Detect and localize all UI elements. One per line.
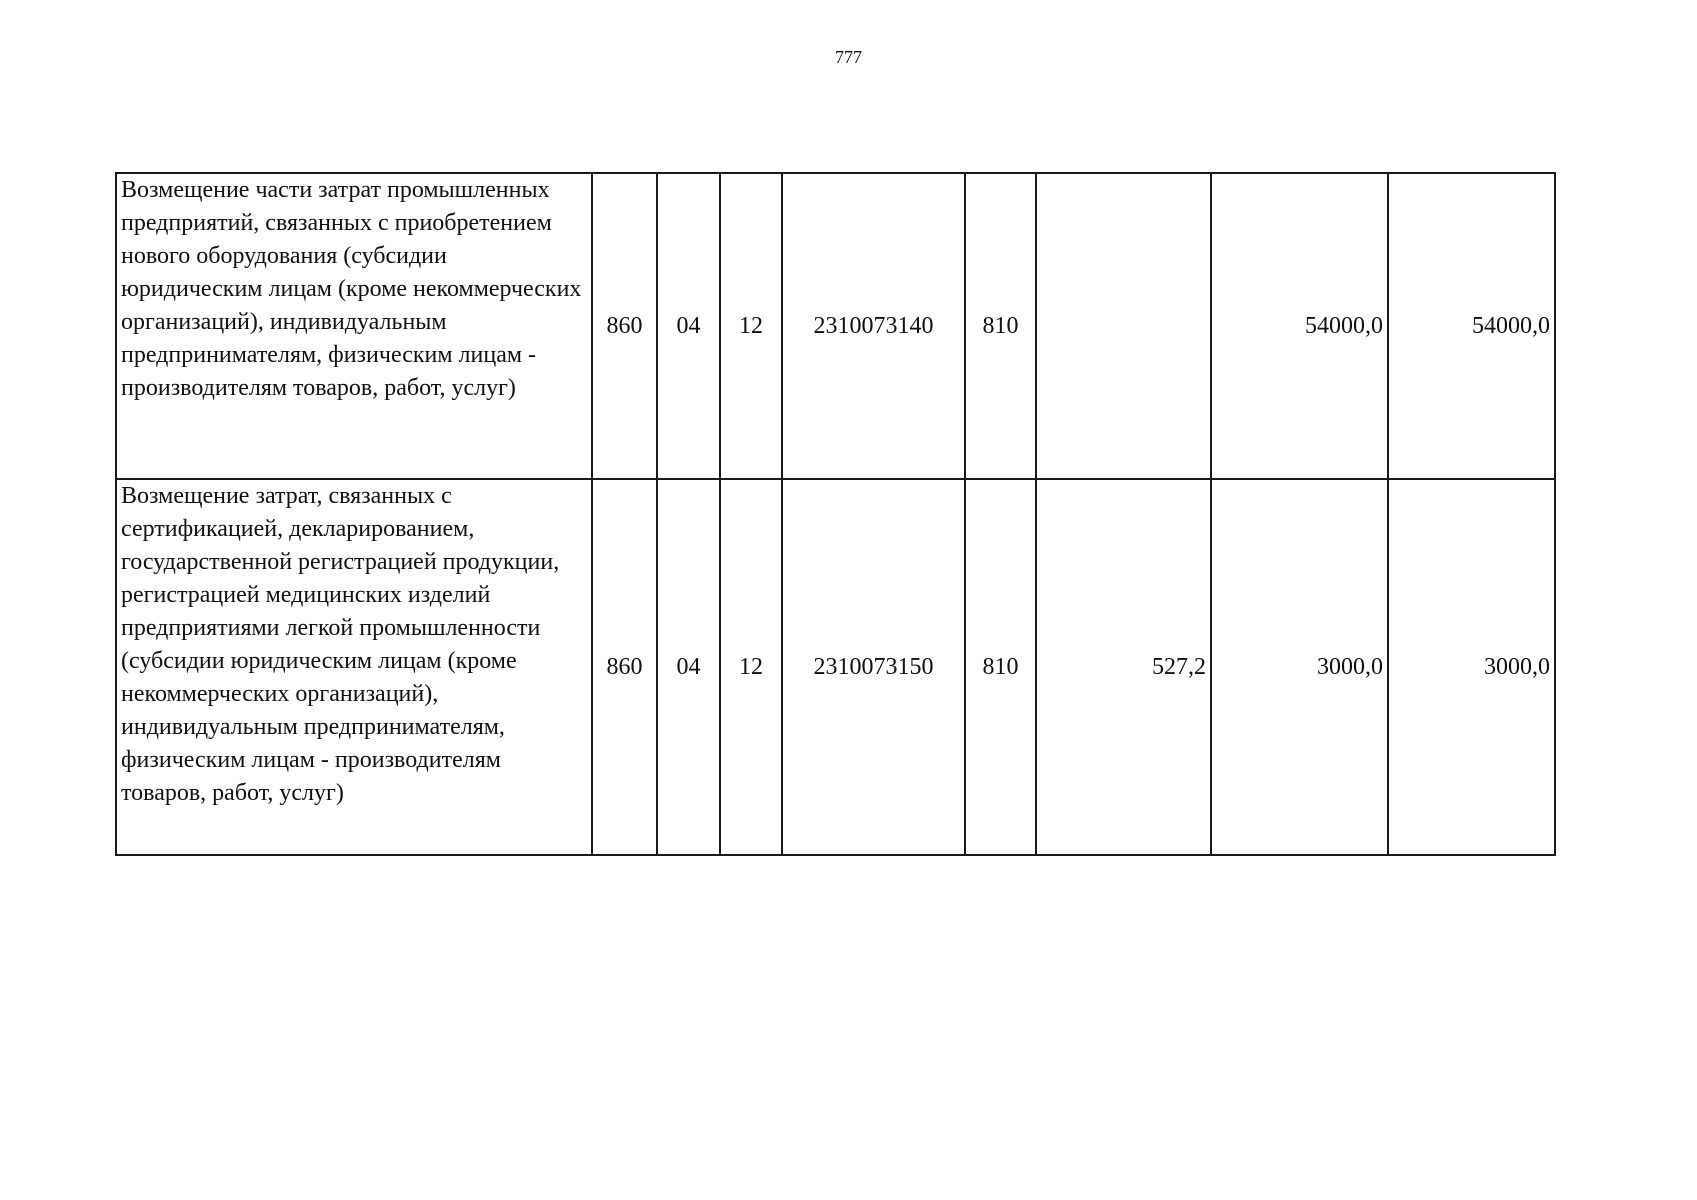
amount-cell-3: 54000,0 (1388, 173, 1555, 479)
ministry-code: 860 (592, 479, 657, 855)
section-code: 04 (657, 173, 720, 479)
ministry-code: 860 (592, 173, 657, 479)
amount-cell-2: 54000,0 (1211, 173, 1388, 479)
subsection-code: 12 (720, 479, 782, 855)
amount-cell-1 (1036, 173, 1211, 479)
amount-cell-2: 3000,0 (1211, 479, 1388, 855)
budget-table (115, 172, 1556, 856)
target-article-code: 2310073150 (782, 479, 965, 855)
table-row (116, 479, 1555, 855)
amount-cell-3: 3000,0 (1388, 479, 1555, 855)
row-description: Возмещение затрат, связанных с сертификацией, декларированием, государственной регистрацией продукции, регистрацией медицинских изделий предприятиями легкой промышленности (субсидии юридическим лицам (кроме некоммерческих организаций), индивидуальным предпринимателям, физическим лицам - производителям товаров, работ, услуг) (116, 479, 592, 855)
expense-type-code: 810 (965, 173, 1036, 479)
subsection-code: 12 (720, 173, 782, 479)
target-article-code: 2310073140 (782, 173, 965, 479)
expense-type-code: 810 (965, 479, 1036, 855)
section-code: 04 (657, 479, 720, 855)
page-number: 777 (835, 47, 862, 67)
table-row (116, 173, 1555, 479)
row-description: Возмещение части затрат промышленных предприятий, связанных с приобретением нового оборудования (субсидии юридическим лицам (кроме некоммерческих организаций), индивидуальным предпринимателям, физическим лицам - производителям товаров, работ, услуг) (116, 173, 592, 479)
amount-cell-1: 527,2 (1036, 479, 1211, 855)
